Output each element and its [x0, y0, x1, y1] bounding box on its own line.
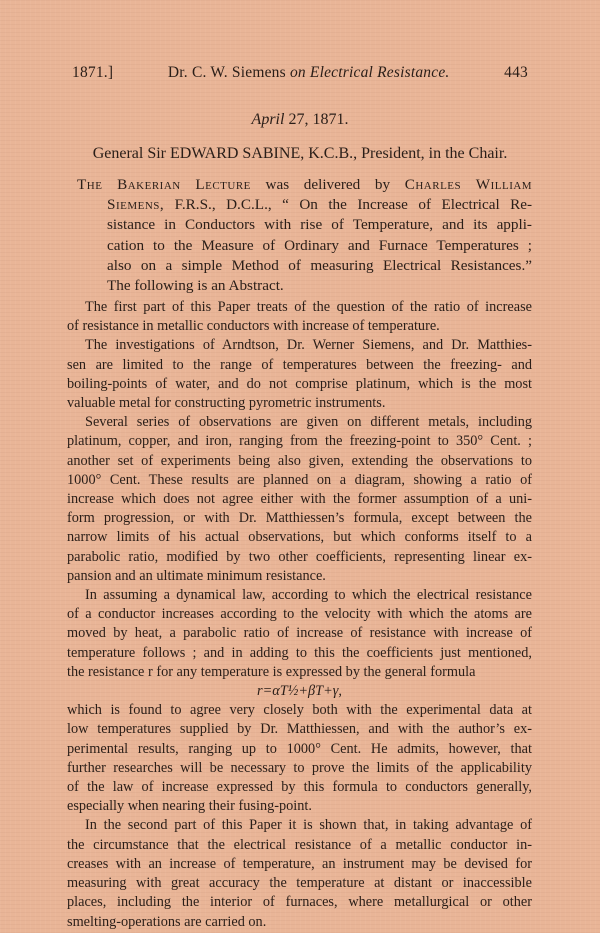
abstract-line: the resistance r for any temperature is expressed by the general formula	[67, 663, 476, 680]
abstract-line: low temperatures supplied by Dr. Matthiessen, and with the author’s ex-	[67, 721, 532, 738]
abstract-line: another set of experiments being also given, extending the observations to	[67, 452, 532, 469]
abstract-line: The investigations of Arndtson, Dr. Werner Siemens, and Dr. Matthies-	[85, 337, 532, 354]
abstract-line: narrow limits of his actual observations, but which conforms itself to a	[67, 529, 532, 546]
date-day-year: 27, 1871.	[288, 111, 349, 128]
lecture-line: Siemens, F.R.S., D.C.L., “ On the Increase of Electrical Re-	[107, 196, 533, 214]
date-month: April	[251, 111, 285, 128]
abstract-line: smelting-operations are carried on.	[67, 913, 267, 930]
abstract-line: perimental results, ranging up to 1000° Cent. He admits, however, that	[67, 740, 532, 757]
abstract-line: In assuming a dynamical law, according to which the electrical resistance	[85, 587, 532, 604]
abstract-line: temperature follows ; and in adding to this the coefficients just mentioned,	[67, 644, 532, 661]
resistance-formula: r=αT½+βT+γ,	[257, 683, 342, 700]
abstract-line: The first part of this Paper treats of the question of the ratio of increase	[85, 299, 532, 315]
abstract-line: which is found to agree very closely both with the experimental data at	[67, 702, 532, 719]
header-title-prefix: on	[289, 64, 306, 81]
lecture-line: cation to the Measure of Ordinary and Furnace Temperatures ;	[107, 236, 532, 254]
abstract-line: especially when nearing their fusing-point.	[67, 798, 312, 815]
abstract-line: of resistance in metallic conductors with increase of temperature.	[67, 318, 440, 335]
abstract-line: valuable metal for constructing pyrometric instruments.	[67, 395, 386, 412]
lecture-line: sistance in Conductors with rise of Temperature, and its appli-	[107, 216, 532, 234]
lecture-line: also on a simple Method of measuring Electrical Resistances.”	[107, 256, 532, 274]
lecture-line: The Bakerian Lecture was delivered by Charles William	[77, 176, 533, 193]
header-author: Dr. C. W. Siemens	[167, 64, 286, 81]
abstract-line: places, including the interior of furnaces, where metallurgical or other	[67, 894, 532, 911]
abstract-line: the circumstance that the electrical resistance of a metallic conductor in-	[67, 836, 532, 853]
abstract-line: parabolic ratio, modified by two other coefficients, representing linear ex-	[67, 548, 532, 565]
abstract-line: of the law of increase expressed by this formula to conductors generally,	[67, 779, 532, 796]
running-header	[72, 64, 528, 82]
chair-line: General Sir EDWARD SABINE, K.C.B., President, in the Chair.	[92, 145, 508, 162]
page-number: 443	[504, 64, 528, 81]
abstract-line: Several series of observations are given on different metals, including	[85, 414, 532, 431]
abstract-line: 1000° Cent. These results are planned on a diagram, showing a ratio of	[67, 471, 532, 488]
abstract-line: form progression, or with Dr. Matthiessen’s formula, except between the	[67, 510, 532, 527]
abstract-line: of a conductor increases according to the velocity with which the atoms are	[67, 606, 532, 623]
abstract-line: measuring with great accuracy the temperature at distant or inaccessible	[67, 875, 532, 892]
abstract-line: boiling-points of water, and do not comprise platinum, which is the most	[67, 375, 532, 392]
abstract-body	[67, 298, 532, 932]
abstract-line: platinum, copper, and iron, ranging from the freezing-point to 350° Cent. ;	[67, 433, 532, 450]
abstract-line: In the second part of this Paper it is shown that, in taking advantage of	[85, 817, 532, 834]
abstract-line: further researches will be necessary to prove the limits of the applicability	[67, 759, 532, 776]
lecture-paragraph	[77, 175, 532, 296]
abstract-line: pansion and an ultimate minimum resistance.	[67, 567, 326, 584]
header-title-text: Electrical Resistance.	[309, 64, 450, 81]
header-title	[113, 64, 504, 82]
meeting-date	[0, 111, 600, 129]
lecture-line: The following is an Abstract.	[107, 277, 284, 295]
abstract-line: moved by heat, a parabolic ratio of increase of resistance with increase of	[67, 625, 532, 642]
abstract-line: creases with an increase of temperature, an instrument may be devised for	[67, 855, 532, 872]
abstract-line: increase which does not agree either with the former assumption of a uni-	[67, 491, 532, 508]
abstract-line: sen are limited to the range of temperatures between the freezing- and	[67, 356, 532, 373]
header-year: 1871.]	[72, 64, 114, 81]
